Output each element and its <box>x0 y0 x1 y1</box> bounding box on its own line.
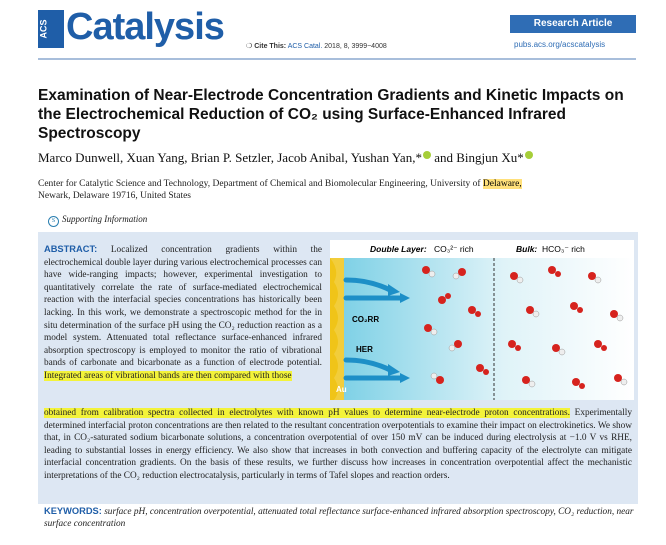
acs-logo-box <box>38 10 64 48</box>
double-layer-species: CO₃²⁻ rich <box>434 244 474 254</box>
cite-label: Cite This: <box>254 43 287 50</box>
bulk-label: Bulk: <box>516 244 538 254</box>
cite-volume: 2018, 8, 3999−4008 <box>324 43 387 50</box>
co2rr-label: CO₂RR <box>352 315 380 324</box>
abstract-text-column <box>44 243 322 383</box>
abstract-label: ABSTRACT: <box>44 244 98 254</box>
affiliation-address: Newark, Delaware 19716, United States <box>38 191 192 201</box>
abstract-highlight: Integrated areas of vibrational bands are then compared with those <box>44 370 292 381</box>
author[interactable]: Yushan Yan,* <box>350 150 422 165</box>
citation[interactable] <box>246 42 387 50</box>
keywords <box>44 505 634 530</box>
author[interactable]: Jacob Anibal <box>277 150 345 165</box>
abstract-text-full <box>44 407 632 483</box>
author-list: Marco Dunwell, Xuan Yang, Brian P. Setzler, Jacob Anibal, Yushan Yan,* and Bingjun Xu* <box>38 150 533 166</box>
journal-logo: Catalysis <box>66 6 224 48</box>
cite-icon: ❍ <box>246 43 253 50</box>
author[interactable]: Brian P. Setzler <box>190 150 271 165</box>
keywords-text: surface pH, concentration overpotential, attenuated total reflectance surface-enhanced infrared absorption spectroscopy, CO₂ reduction, near surface concentration <box>44 507 634 529</box>
author[interactable]: Bingjun Xu* <box>456 150 524 165</box>
article-type-badge: Research Article <box>510 15 636 33</box>
affiliation <box>38 178 638 202</box>
affiliation-highlight: Delaware, <box>482 179 522 189</box>
keywords-label: KEYWORDS: <box>44 506 102 516</box>
double-layer-label: Double Layer: <box>370 244 427 254</box>
electrode-label: Au <box>336 385 347 394</box>
supporting-label: Supporting Information <box>62 214 148 224</box>
cite-journal: ACS Catal. <box>287 43 323 50</box>
author[interactable]: Marco Dunwell <box>38 150 120 165</box>
toc-graphic <box>330 240 634 400</box>
abstract-text-rest: Experimentally determined interfacial proton concentrations are then related to the resultant concentration overpotentials to examine their impact on electrokinetics. We show that, in CO₂-saturated sodium bicarbonate solutions, a concentration overpotential of over 150 mV can be induced during electrolysis at −1.0 V vs RHE, leading to substantial losses in energy efficiency. We also show that increases in both convection and buffering capacity of the electrolyte can mitigate interfacial concentration gradients. On the basis of these results, we further discuss how increases in concentration overpotential affect the mechanistic interpretations of the CO₂ reduction electrocatalysis, particularly in terms of Tafel slopes and reaction orders. <box>44 408 632 481</box>
bulk-species: HCO₃⁻ rich <box>542 244 585 254</box>
orcid-icon[interactable] <box>423 151 431 159</box>
logo-prefix: ACS <box>38 19 49 39</box>
abstract-text: Localized concentration gradients within the electrochemical double layer during various electrochemical processes can have wide-ranging impacts; however, experimental investigation to quantitatively correlate the rate of surface-mediated electrochemical reaction with the interfacial species concentrations has historically been lacking. In this work, we demonstrate a spectroscopic method for the in situ determination of the surface pH using the CO₂ reduction reaction as a model system. Attenuated total reflectance surface-enhanced infrared absorption spectroscopy is employed to monitor the ratio of vibrational bands of carbonate and bicarbonate as a function of electrode potential. <box>44 245 323 369</box>
header-divider <box>38 58 636 60</box>
supporting-information-link[interactable] <box>48 214 147 227</box>
supporting-info-icon: S <box>48 216 59 227</box>
article-title: Examination of Near-Electrode Concentration Gradients and Kinetic Impacts on the Electrochemical Reduction of CO₂ using Surface-Enhanced Infrared Spectroscopy <box>38 87 624 142</box>
orcid-icon[interactable] <box>525 151 533 159</box>
author[interactable]: Xuan Yang <box>126 150 185 165</box>
affiliation-text: Center for Catalytic Science and Technology, Department of Chemical and Biomolecular Engineering, University of <box>38 179 483 189</box>
abstract-highlight: obtained from calibration spectra collected in electrolytes with known pH values to determine near-electrode proton concentrations. <box>44 408 570 418</box>
her-label: HER <box>356 345 373 354</box>
journal-url-link[interactable]: pubs.acs.org/acscatalysis <box>514 40 606 49</box>
author-and: and <box>434 150 453 165</box>
